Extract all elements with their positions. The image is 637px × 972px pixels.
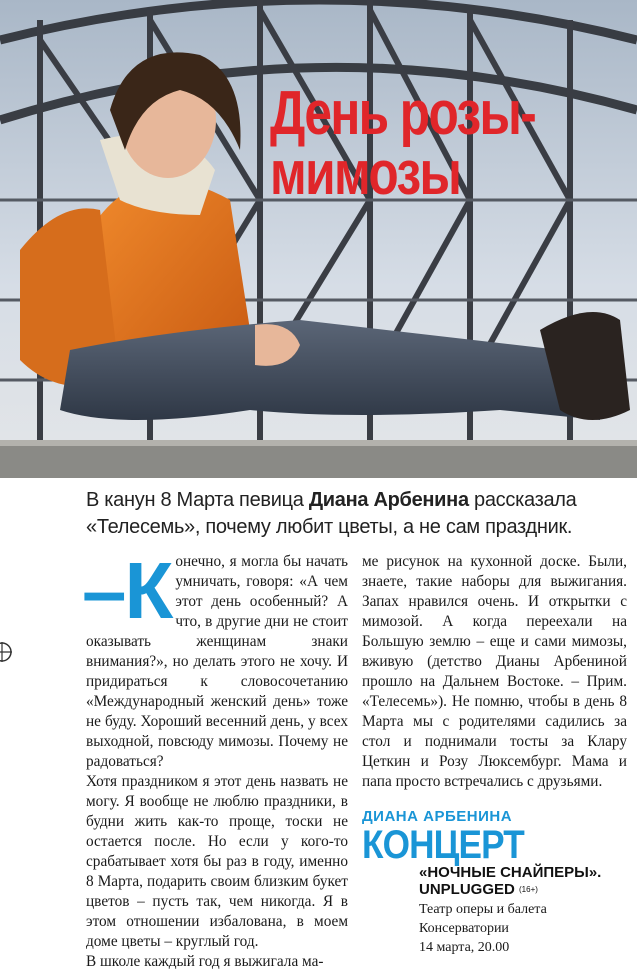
lead-name: Диана Арбенина (308, 489, 469, 511)
age-rating: (16+) (519, 885, 538, 894)
photo-illustration (0, 0, 637, 478)
headline-line-1: День розы- (270, 79, 536, 148)
lead-part-2: рассказала «Телесемь», почему любит цветы, а не сам праздник. (86, 489, 577, 538)
page-registration-mark-icon (0, 640, 14, 664)
concert-details (419, 900, 637, 957)
paragraph: В школе каждый год я выжигала ма- (86, 953, 324, 970)
concert-venue: Театр оперы и балета Консерватории (419, 902, 547, 936)
paragraph: Хотя праздником я этот день назвать не могу. Я вообще не люблю праздники, в будни жить как-то проще, тоски не остается после. Но если у кого-то срабатывает хотя бы раз в году, именно 8 Марта, подарить своим близким букет цветов – пусть так, чем никогда. Я в этом отношении избалована, в моем доме цветы – круглый год. (86, 773, 348, 950)
concert-artist: ДИАНА АРБЕНИНА (362, 808, 513, 825)
lead-paragraph (86, 487, 631, 541)
concert-show (419, 864, 637, 898)
lead-part-1: В канун 8 Марта певица (86, 489, 309, 511)
drop-cap: –К (82, 546, 172, 635)
concert-label: КОНЦЕРТ (362, 823, 524, 867)
article-column-1 (82, 546, 348, 972)
hero-photo (0, 0, 637, 478)
concert-date: 14 марта, 20.00 (419, 940, 510, 955)
article-column-2 (362, 552, 627, 792)
paragraph: ме рисунок на кухонной доске. Были, знаете, такие наборы для выжигания. Запах нравился очень. И открытки с мимозой. А когда переехали на Большую землю – еще и сами мимозы, вживую (детство Дианы Арбениной прошло на Дальнем Востоке. – Прим. «Телесемь»). Не помню, чтобы в день 8 Марта мы с родителями садились за стол и поднимали тосты за Клару Цеткин и Розу Люксембург. Мама и папа просто встречались с друзьями. (362, 553, 627, 790)
paragraph: онечно, я могла бы начать умничать, говоря: «А чем этот день особенный? А что, в другие дни не стоит оказывать женщинам знаки внимания?», но делать этого не хочу. И придираться к словосочетанию «Международный женский день» тоже не буду. Хороший весенний день, у всех выходной, повсюду мимозы. Почему не радоваться? (86, 553, 348, 770)
headline-line-2: мимозы (270, 139, 461, 208)
concert-show-title: «НОЧНЫЕ СНАЙПЕРЫ». UNPLUGGED (419, 864, 602, 898)
concert-box (362, 808, 632, 955)
article-headline (270, 79, 558, 208)
